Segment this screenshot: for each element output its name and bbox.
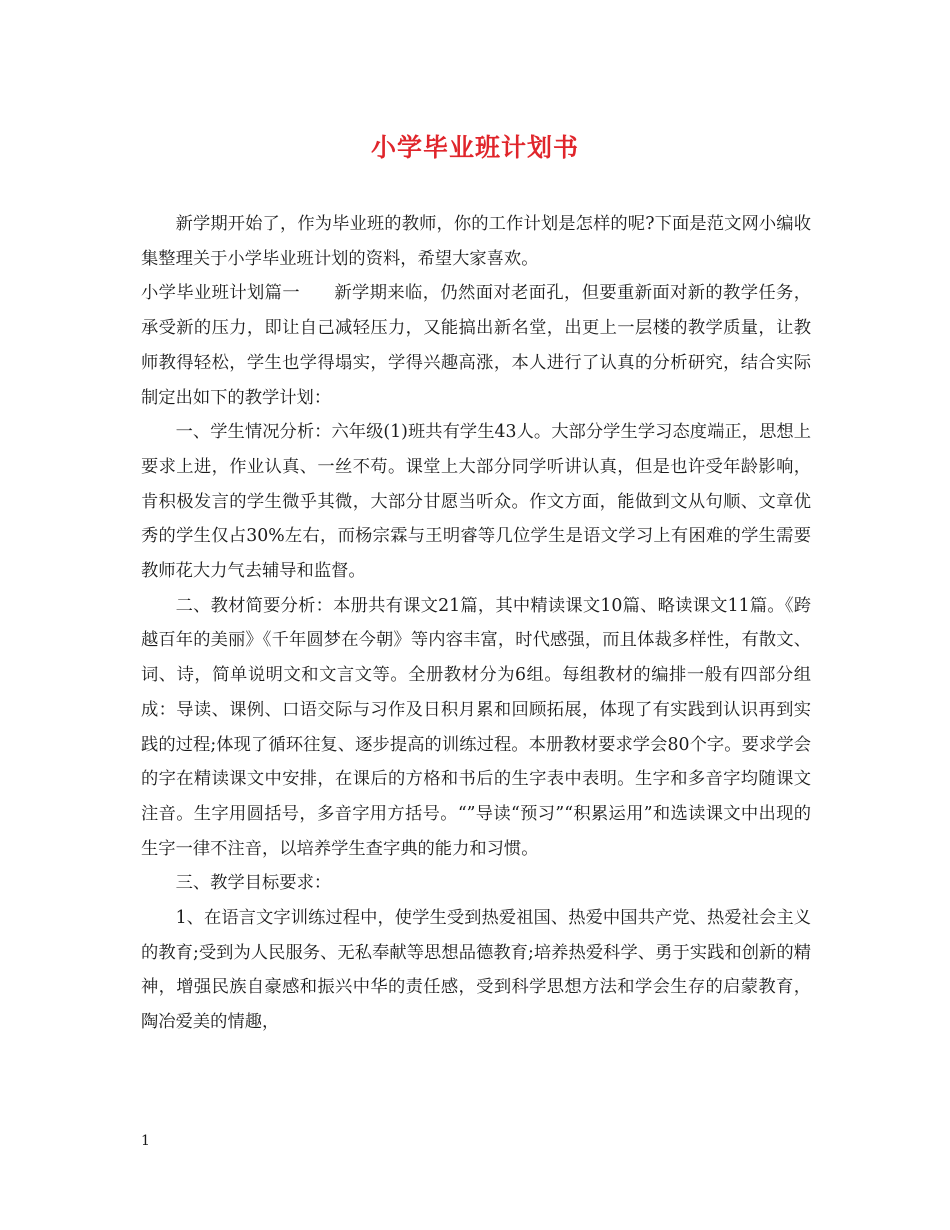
goals-heading: 三、教学目标要求： [175,873,332,894]
page-title: 小学毕业班计划书 [370,133,579,162]
student-analysis-paragraph: 一、学生情况分析：六年级(1)班共有学生43人。大部分学生学习态度端正，思想上要求上进，作业认真、一丝不苟。课堂上大部分同学听讲认真，但是也许受年龄影响，肯积极发言的学生微乎其微，大部分甘愿当听众。作文方面，能做到文从句顺、文章优秀的学生仅占30%左右，而杨宗霖与王明睿等几位学生是语文学习上有困难的学生需要教师花大力气去辅导和监督。 [141,422,811,582]
intro-paragraph: 新学期开始了，作为毕业班的教师，你的工作计划是怎样的呢?下面是范文网小编收集整理关于小学毕业班计划的资料，希望大家喜欢。 [141,214,811,269]
goal-item-1: 1、在语言文字训练过程中，使学生受到热爱祖国、热爱中国共产党、热爱社会主义的教育;受到为人民服务、无私奉献等思想品德教育;培养热爱科学、勇于实践和创新的精神，增强民族自豪感和振兴中华的责任感，受到科学思想方法和学会生存的启蒙教育，陶冶爱美的情趣， [141,908,811,1033]
page-number: 1 [141,1133,150,1149]
document-body [141,207,811,1040]
section-label: 小学毕业班计划篇一 [141,283,300,304]
section-text: 新学期来临，仍然面对老面孔，但要重新面对新的教学任务，承受新的压力，即让自己减轻压力，又能搞出新名堂，出更上一层楼的教学质量，让教师教得轻松，学生也学得塌实，学得兴趣高涨，本人进行了认真的分析研究，结合实际制定出如下的教学计划： [141,283,811,408]
textbook-analysis-paragraph: 二、教材简要分析：本册共有课文21篇，其中精读课文10篇、略读课文11篇。《跨越百年的美丽》《千年圆梦在今朝》等内容丰富，时代感强，而且体裁多样性，有散文、词、诗，简单说明文和文言文等。全册教材分为6组。每组教材的编排一般有四部分组成：导读、课例、口语交际与习作及日积月累和回顾拓展，体现了有实践到认识再到实践的过程;体现了循环往复、逐步提高的训练过程。本册教材要求学会80个字。要求学会的字在精读课文中安排，在课后的方格和书后的生字表中表明。生字和多音字均随课文注音。生字用圆括号，多音字用方括号。“”导读“预习”“积累运用”和选读课文中出现的生字一律不注音，以培养学生查字典的能力和习惯。 [141,595,811,859]
section-paragraph [141,276,811,415]
